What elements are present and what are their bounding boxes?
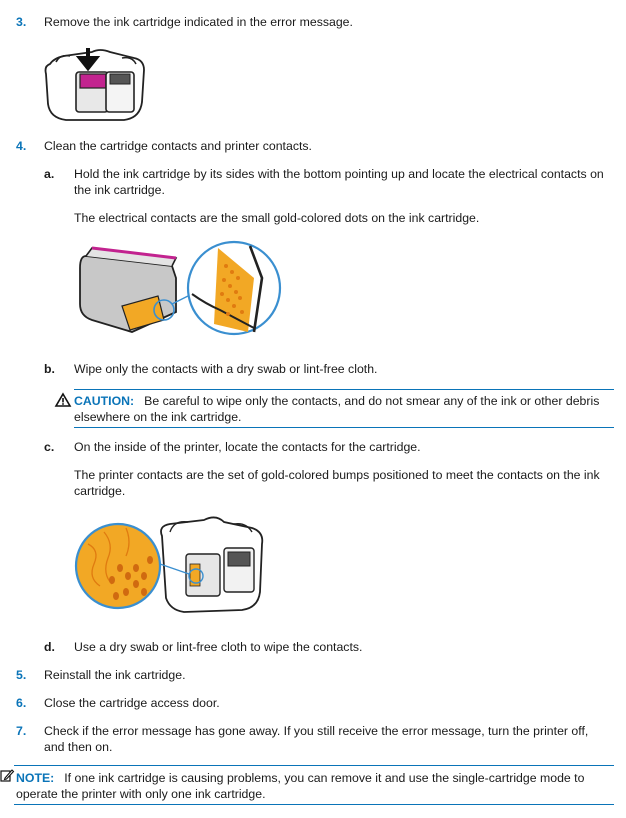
step-5-number: 5.: [16, 668, 27, 682]
step-3-number: 3.: [16, 15, 27, 29]
cartridge-contacts-illustration: [72, 238, 282, 342]
note-top-rule: [14, 765, 614, 766]
note-text: If one ink cartridge is causing problems, you can remove it and use the single-cartridge mode to operate the printer with only one ink cartridge.: [16, 771, 585, 801]
step-6-number: 6.: [16, 696, 27, 710]
substep-a-detail: The electrical contacts are the small gold-colored dots on the ink cartridge.: [74, 211, 480, 225]
caution-label: CAUTION:: [74, 394, 135, 408]
note-block: [16, 770, 616, 802]
step-6-text: Close the cartridge access door.: [44, 696, 220, 710]
caution-triangle-icon: [55, 393, 71, 407]
step-3-text: Remove the ink cartridge indicated in the error message.: [44, 15, 353, 29]
printer-contacts-illustration: [74, 514, 270, 620]
substep-d-text: Use a dry swab or lint-free cloth to wipe the contacts.: [74, 640, 363, 654]
caution-text: Be careful to wipe only the contacts, and do not smear any of the ink or other debris elsewhere on the ink cartridge.: [74, 394, 600, 424]
caution-bottom-rule: [74, 427, 614, 428]
cartridge-removal-illustration: [40, 44, 152, 124]
substep-c-detail: The printer contacts are the set of gold-colored bumps positioned to meet the contacts on the ink cartridge.: [74, 468, 600, 498]
substep-d-letter: d.: [44, 640, 55, 654]
substep-c-letter: c.: [44, 440, 55, 454]
caution-block: [74, 393, 619, 425]
substep-b-letter: b.: [44, 362, 55, 376]
step-7-text: Check if the error message has gone away. If you still receive the error message, turn the printer off, and then on.: [44, 724, 589, 754]
step-4-number: 4.: [16, 139, 27, 153]
substep-a-letter: a.: [44, 167, 55, 181]
step-7-number: 7.: [16, 724, 27, 738]
substep-a-text: Hold the ink cartridge by its sides with the bottom pointing up and locate the electrical contacts on the ink cartridge.: [74, 167, 604, 197]
note-pencil-icon: [0, 768, 14, 782]
substep-c-text: On the inside of the printer, locate the contacts for the cartridge.: [74, 440, 421, 454]
step-4-text: Clean the cartridge contacts and printer contacts.: [44, 139, 312, 153]
note-label: NOTE:: [16, 771, 55, 785]
caution-top-rule: [74, 389, 614, 390]
note-bottom-rule: [14, 804, 614, 805]
step-5-text: Reinstall the ink cartridge.: [44, 668, 186, 682]
substep-b-text: Wipe only the contacts with a dry swab or lint-free cloth.: [74, 362, 378, 376]
